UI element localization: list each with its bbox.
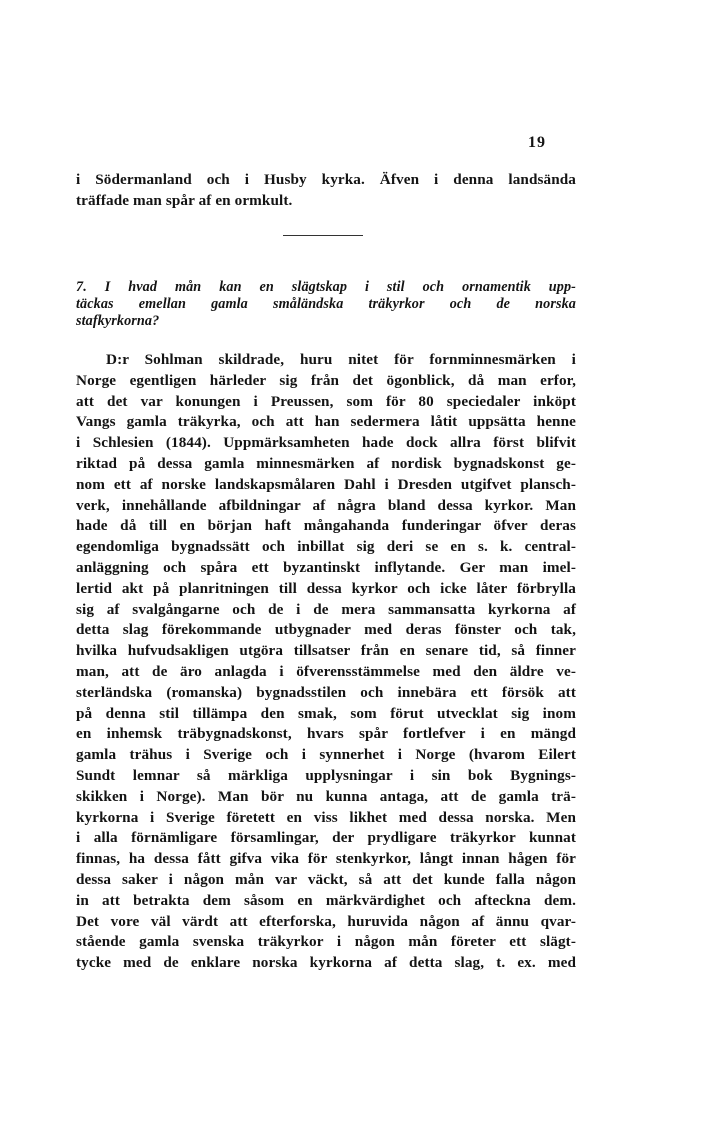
text-line: sig af svalgångarne och de i de mera sammansatta kyrkorna af bbox=[76, 600, 576, 618]
text-line: verk, innehållande afbildningar af några bland dessa kyrkor. Man bbox=[76, 496, 576, 514]
text-line: hvilka hufvudsakligen utgöra tillsatser från en senare tid, så finner bbox=[76, 642, 576, 660]
text-line: Vangs gamla träkyrka, och att han sedermera låtit uppsätta henne bbox=[76, 413, 576, 431]
text-line: riktad på dessa gamla minnesmärken af nordisk bygnadskonst ge- bbox=[76, 454, 576, 472]
page-number: 19 bbox=[528, 134, 546, 151]
text-line: Sundt lemnar så märkliga upplysningar i sin bok Bygnings- bbox=[76, 766, 576, 784]
text-line: man, att de äro anlagda i öfverensstämmelse med den äldre ve- bbox=[76, 662, 576, 680]
text-line: in att betrakta dem såsom en märkvärdighet och afteckna dem. bbox=[76, 891, 576, 909]
text-line: en inhemsk träbygnadskonst, hvars spår fortlefver i en mängd bbox=[76, 725, 576, 743]
text-line: egendomliga bygnadssätt och inbillat sig deri se en s. k. central- bbox=[76, 538, 576, 556]
text-line: i Schlesien (1844). Uppmärksamheten hade dock allra först blifvit bbox=[76, 434, 576, 452]
heading-line: 7. I hvad mån kan en slägtskap i stil och ornamentik upp- bbox=[76, 279, 576, 295]
text-line: gamla trähus i Sverige och i synnerhet i Norge (hvarom Eilert bbox=[76, 746, 576, 764]
text-line: skikken i Norge). Man bör nu kunna antaga, att de gamla trä- bbox=[76, 787, 576, 805]
text-line: att det var konungen i Preussen, som för 80 speciedaler inköpt bbox=[76, 392, 576, 410]
text-line: hade då till en början haft mångahanda funderingar öfver deras bbox=[76, 517, 576, 535]
text-line: finnas, ha dessa fått gifva vika för stenkyrkor, långt innan hågen för bbox=[76, 850, 576, 868]
text-line: kyrkorna i Sverige företett en viss likhet med dessa norska. Men bbox=[76, 808, 576, 826]
text-line: nom ett af norske landskapsmålaren Dahl i Dresden utgifvet plansch- bbox=[76, 475, 576, 493]
text-line: anläggning och spåra ett byzantinskt inflytande. Ger man imel- bbox=[76, 558, 576, 576]
text-line: stående gamla svenska träkyrkor i någon mån företer ett slägt- bbox=[76, 933, 576, 951]
intro-paragraph bbox=[76, 170, 576, 212]
body-paragraph bbox=[76, 350, 576, 974]
text-line: detta slag förekommande utbygnader med deras fönster och tak, bbox=[76, 621, 576, 639]
heading-line: täckas emellan gamla småländska träkyrkor och de norska bbox=[76, 296, 576, 312]
section-heading bbox=[76, 279, 576, 330]
text-line: i Södermanland och i Husby kyrka. Äfven i denna landsända bbox=[76, 171, 576, 188]
text-line: Det vore väl värdt att efterforska, huruvida någon af ännu qvar- bbox=[76, 912, 576, 930]
heading-line: stafkyrkorna? bbox=[76, 313, 160, 329]
text-line: träffade man spår af en ormkult. bbox=[76, 191, 293, 209]
text-line: Norge egentligen härleder sig från det ögonblick, då man erfor, bbox=[76, 371, 576, 389]
text-line: på denna stil tillämpa den smak, som förut utvecklat sig inom bbox=[76, 704, 576, 722]
text-line: i alla förnämligare församlingar, der prydligare träkyrkor kunnat bbox=[76, 829, 576, 847]
text-line: dessa saker i någon mån var väckt, så att det kunde falla någon bbox=[76, 870, 576, 888]
text-line: sterländska (romanska) bygnadsstilen och innebära ett försök att bbox=[76, 683, 576, 701]
text-line: tycke med de enklare norska kyrkorna af detta slag, t. ex. med bbox=[76, 954, 576, 972]
section-divider bbox=[283, 235, 363, 236]
text-line: D:r Sohlman skildrade, huru nitet för fornminnesmärken i bbox=[106, 351, 576, 368]
text-line: lertid akt på planritningen till dessa kyrkor och icke låter förbrylla bbox=[76, 579, 576, 597]
